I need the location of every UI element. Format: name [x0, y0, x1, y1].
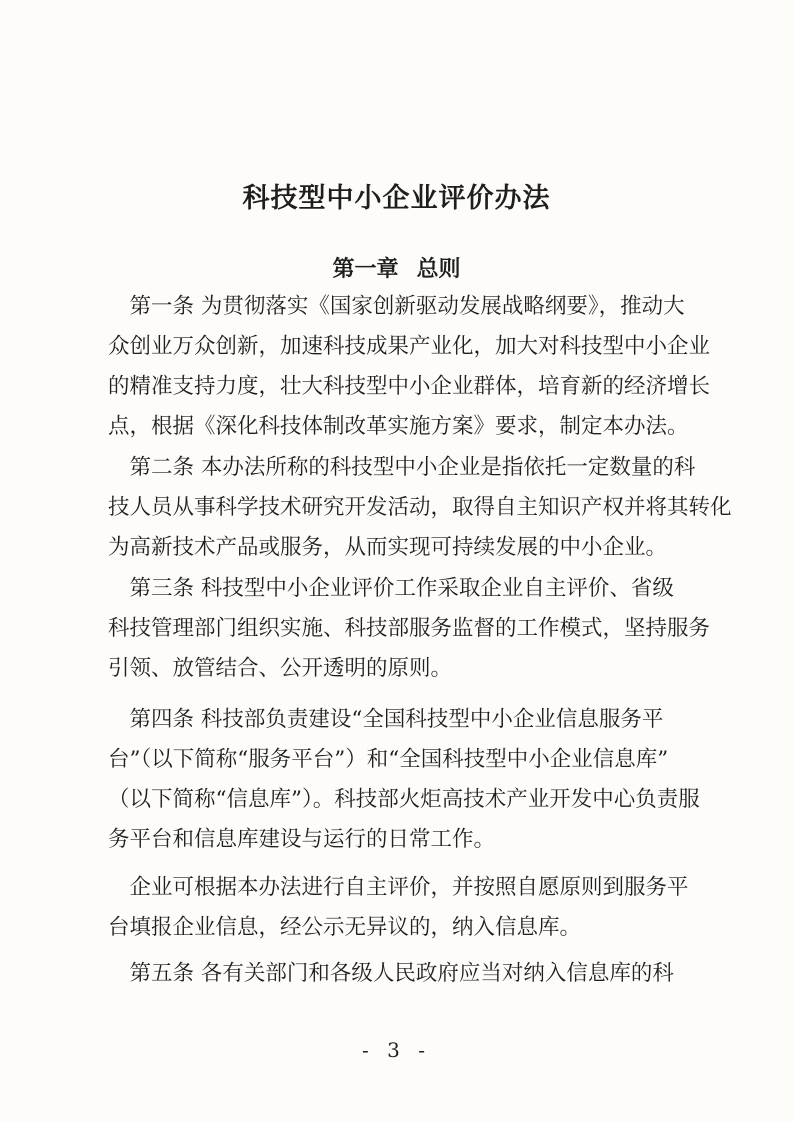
text-line: 第二条 本办法所称的科技型中小企业是指依托一定数量的科: [108, 455, 696, 480]
text-line: 台填报企业信息，经公示无异议的，纳入信息库。: [108, 915, 582, 940]
text-line: 第四条 科技部负责建设“全国科技型中小企业信息服务平: [108, 707, 664, 732]
chapter-label: 第一章: [332, 257, 399, 282]
text-line: （以下简称“信息库”）。科技部火炬高技术产业开发中心负责服: [108, 787, 700, 812]
document-title: 科技型中小企业评价办法: [242, 183, 551, 214]
text-line: 第三条 科技型中小企业评价工作采取企业自主评价、省级: [108, 576, 674, 601]
text-line: 点，根据《深化科技体制改革实施方案》要求，制定本办法。: [108, 414, 689, 439]
text-line: 技人员从事科学技术研究开发活动，取得自主知识产权并将其转化: [108, 495, 732, 520]
text-line: 第五条 各有关部门和各级人民政府应当对纳入信息库的科: [108, 961, 674, 986]
text-line: 台”（以下简称“服务平台”）和“全国科技型中小企业信息库”: [108, 747, 669, 772]
chapter-heading: [0, 252, 793, 283]
text-line: 企业可根据本办法进行自主评价，并按照自愿原则到服务平: [108, 875, 689, 900]
page-number: - 3 -: [362, 1038, 431, 1062]
text-line: 众创业万众创新，加速科技成果产业化，加大对科技型中小企业: [108, 334, 711, 359]
text-line: 科技管理部门组织实施、科技部服务监督的工作模式，坚持服务: [108, 616, 711, 641]
chapter-name: 总则: [416, 257, 461, 282]
text-line: 引领、放管结合、公开透明的原则。: [108, 656, 453, 681]
text-line: 的精准支持力度，壮大科技型中小企业群体，培育新的经济增长: [108, 374, 711, 399]
text-line: 务平台和信息库建设与运行的日常工作。: [108, 827, 496, 852]
text-line: 为高新技术产品或服务，从而实现可持续发展的中小企业。: [108, 535, 668, 560]
text-line: 第一条 为贯彻落实《国家创新驱动发展战略纲要》，推动大: [108, 294, 685, 319]
